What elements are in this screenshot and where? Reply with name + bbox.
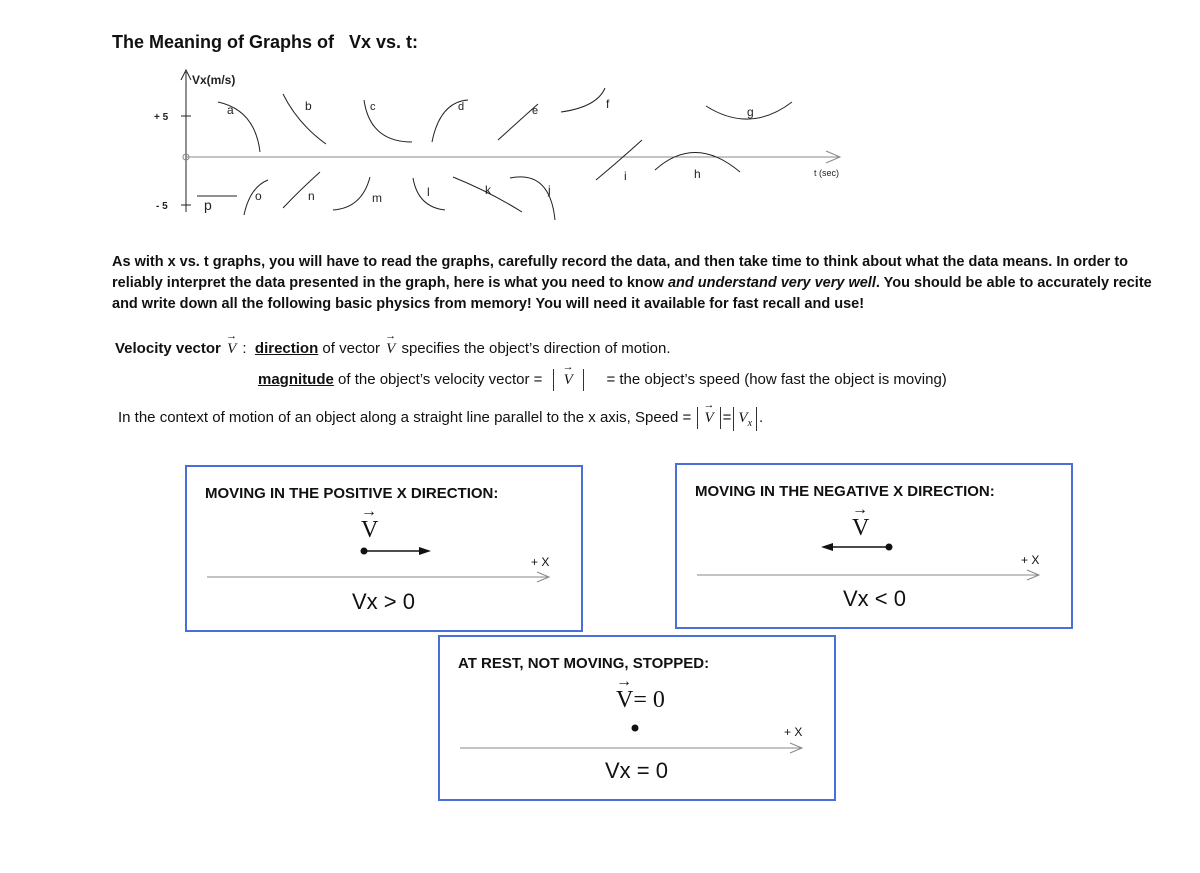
curve-label-k: k [485,183,491,197]
vector-arrow-icon: → [852,501,868,518]
vx-subscript: x [747,418,753,429]
curve-label-c: c [370,101,376,113]
vx-vs-t-graph [150,62,850,222]
curve-label-i: i [624,169,627,183]
speed-equals: = [722,409,732,426]
direction-text-1: of vector [318,340,385,357]
direction-word: direction [254,340,319,357]
curve-a [218,102,260,152]
object-dot [632,725,639,732]
curve-label-l: l [427,185,430,199]
box-rest-condition: Vx = 0 [605,758,668,783]
y-tick-label-plus5: + 5 [154,112,169,123]
box-positive-direction [185,465,583,632]
curve-label-e: e [532,105,539,117]
speed-period: . [759,409,764,426]
intro-emphasis: and understand very very well [667,275,876,291]
box-negative-condition: Vx < 0 [843,586,906,611]
curve-label-o: o [255,189,262,203]
intro-part2: . You should be able to accurately recite and write down all the following basic physics from memory! You will need it available for fast recall and use! [112,275,1152,312]
box-rest-vector: → V= 0 [616,673,665,713]
box-positive-axis-label: + X [531,555,550,569]
vector-arrow-icon: → [361,503,377,520]
velocity-arrowhead [821,543,833,551]
curve-label-a: a [227,103,234,117]
curve-label-g: g [747,105,754,119]
box-rest-axis-label: + X [784,725,803,739]
vector-v-symbol-2: → V [384,341,397,358]
curve-label-f: f [606,97,610,111]
context-text: In the context of motion of an object along a straight line parallel to the x axis, Speed = [118,409,692,426]
box-positive-condition: Vx > 0 [352,589,415,614]
box-rest-vector-eq: = 0 [633,687,665,713]
box-negative-heading: MOVING IN THE NEGATIVE X DIRECTION: [695,483,995,500]
magnitude-abs [553,369,584,391]
box-negative-direction [675,463,1073,629]
box-positive-vector: → V [361,503,379,543]
velocity-direction-line [115,340,671,358]
curve-m [333,177,370,210]
curve-label-h: h [694,167,701,181]
y-tick-label-minus5: - 5 [156,201,168,212]
curve-i [596,140,642,180]
intro-paragraph [112,252,1172,315]
curve-label-b: b [305,99,312,113]
velocity-label: Velocity vector [115,340,221,357]
curve-f [561,88,605,112]
box-at-rest [438,635,836,801]
direction-text-2: specifies the object’s direction of motion. [397,340,671,357]
box-negative-axis-label: + X [1021,553,1040,567]
curve-label-j: j [548,183,551,197]
velocity-arrowhead [419,547,431,555]
intro-part1: As with x vs. t graphs, you will have to read the graphs, carefully record the data, and then take time to think about what the data means. In order to reliably interpret the data presented in the graph, here is what you need to know [112,254,1129,291]
magnitude-text: of the object’s velocity vector = [333,371,543,388]
velocity-magnitude-line [258,369,947,391]
curve-label-m: m [372,191,382,205]
magnitude-word: magnitude [258,371,334,388]
curve-label-d: d [458,101,465,113]
curve-label-p: p [204,197,212,213]
vector-arrow-icon: → [616,673,632,690]
y-axis-label: Vx(m/s) [192,73,236,87]
box-rest-heading: AT REST, NOT MOVING, STOPPED: [458,655,710,672]
vector-v-symbol-4: → V [702,410,715,427]
box-positive-heading: MOVING IN THE POSITIVE X DIRECTION: [205,485,499,502]
vector-v-symbol: → V [225,341,238,358]
curve-label-n: n [308,189,315,203]
speed-abs-v [697,407,720,429]
page-title: The Meaning of Graphs of Vx vs. t: [112,32,419,52]
speed-abs-vx [733,407,757,431]
vector-v-symbol-3: → V [562,372,575,389]
vx-symbol: V [738,410,748,426]
x-axis-label: t (sec) [814,168,840,178]
box-negative-vector: → V [852,501,870,541]
speed-context-line [118,407,763,431]
magnitude-equals-speed: = the object’s speed (how fast the object is moving) [606,371,947,388]
velocity-colon: : [238,340,247,357]
